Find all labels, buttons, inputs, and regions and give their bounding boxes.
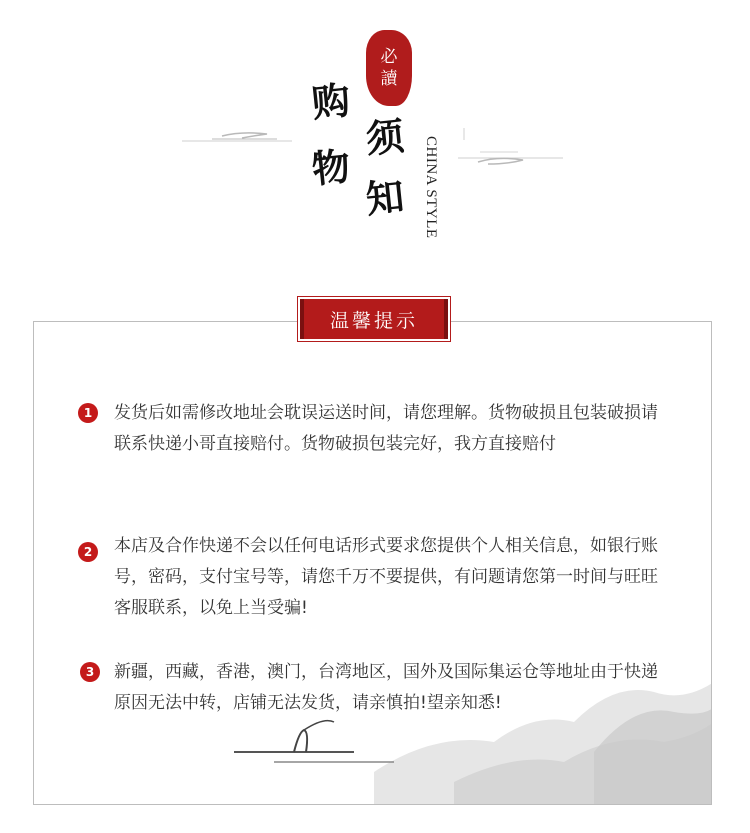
china-style-subtitle: CHINA STYLE bbox=[423, 136, 439, 239]
title-char-2: 物 bbox=[309, 143, 353, 192]
header-banner bbox=[0, 0, 750, 290]
warm-tip-badge: 温馨提示 bbox=[300, 299, 448, 339]
item-text: 发货后如需修改地址会耽误运送时间，请您理解。货物破损且包装破损请联系快递小哥直接赔付。货物破损包装完好，我方直接赔付 bbox=[114, 403, 658, 454]
item-number-badge: 2 bbox=[78, 542, 98, 562]
item-text: 新疆，西藏，香港，澳门，台湾地区，国外及国际集运仓等地址由于快递原因无法中转，店铺无法发货，请亲慎拍!望亲知悉! bbox=[114, 662, 658, 713]
item-number-badge: 1 bbox=[78, 403, 98, 423]
title-char-1: 购 bbox=[309, 77, 353, 126]
item-number-badge: 3 bbox=[80, 662, 100, 682]
title-char-4: 知 bbox=[363, 173, 407, 222]
item-text: 本店及合作快递不会以任何电话形式要求您提供个人相关信息，如银行账号，密码，支付宝号等，请您千万不要提供，有问题请您第一时间与旺旺客服联系，以免上当受骗! bbox=[114, 536, 658, 618]
left-cloud-stroke-icon bbox=[182, 126, 292, 148]
seal-char-2: 讀 bbox=[380, 69, 398, 89]
right-cloud-stroke-icon bbox=[458, 128, 568, 168]
title-char-3: 须 bbox=[363, 113, 407, 162]
seal-char-1: 必 bbox=[380, 47, 398, 67]
red-seal-stamp bbox=[366, 30, 412, 106]
